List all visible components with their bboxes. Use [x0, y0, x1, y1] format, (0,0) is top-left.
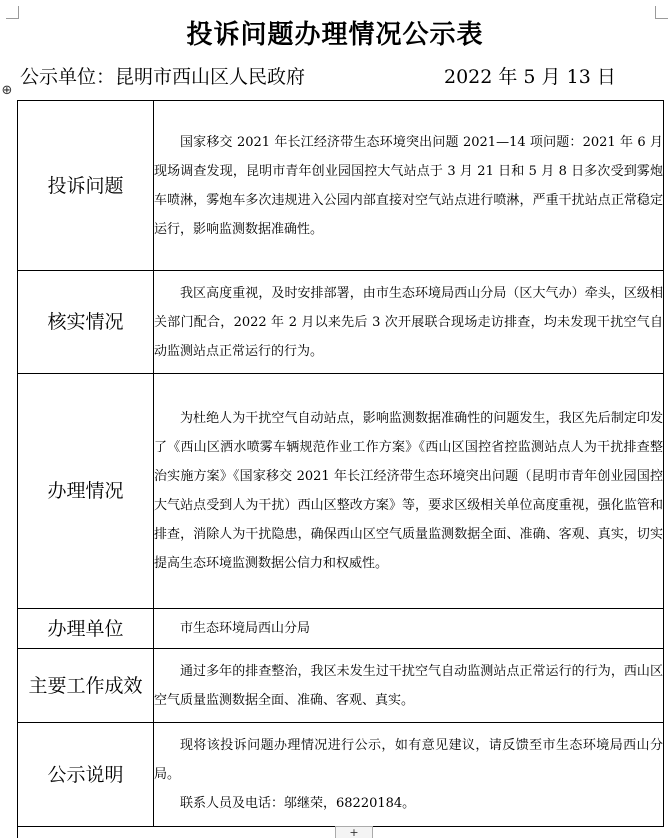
table-row [18, 649, 664, 723]
row-label-verification: 核实情况 [18, 271, 154, 374]
row-content-notice[interactable] [154, 723, 664, 827]
table-row [18, 723, 664, 827]
paragraph: 市生态环境局西山分局 [180, 621, 311, 636]
publish-date: 2022 年 5 月 13 日 [444, 66, 616, 88]
publisher-label: 公示单位： [20, 66, 116, 88]
paragraph: 为杜绝人为干扰空气自动站点，影响监测数据准确性的问题发生，我区先后制定印发了《西山区洒水喷雾车辆规范作业工作方案》《西山区国控省控监测站点人为干扰排查整治实施方案》《国家移交 2021 年长江经济带生态环境突出问题（昆明市青年创业园国控大气站点受到人为干扰）西山区整改方案》等，要求区级相关单位高度重视，强化监管和排查，消除人为干扰隐患，确保西山区空气质量监测数据全面、准确、客观、真实，切实提高生态环境监测数据公信力和权威性。 [154, 411, 663, 571]
row-content-verification[interactable] [154, 271, 664, 374]
publisher-unit [20, 62, 305, 89]
row-label-notice: 公示说明 [18, 723, 154, 827]
paragraph: 国家移交 2021 年长江经济带生态环境突出问题 2021—14 项问题：2021 年 6 月现场调查发现，昆明市青年创业园国控大气站点于 3 月 21 日和 5 月 8 日多次受到雾炮车喷淋，雾炮车多次违规进入公园内部直接对空气站点进行喷淋，严重干扰站点正常稳定运行，影响监测数据准确性。 [154, 134, 663, 237]
row-content-handling-unit[interactable] [154, 609, 664, 649]
row-content-results[interactable] [154, 649, 664, 723]
add-row-icon[interactable]: + [335, 826, 373, 838]
row-content-handling[interactable] [154, 374, 664, 609]
row-label-handling: 办理情况 [18, 374, 154, 609]
paragraph: 通过多年的排查整治，我区未发生过干扰空气自动监测站点正常运行的行为，西山区空气质量监测数据全面、准确、客观、真实。 [154, 663, 663, 708]
row-label-complaint: 投诉问题 [18, 101, 154, 271]
disclosure-table [17, 100, 664, 827]
table-row [18, 374, 664, 609]
table-row [18, 101, 664, 271]
row-content-complaint[interactable] [154, 101, 664, 271]
paragraph: 联系人员及电话：邬继荣，68220184。 [180, 796, 416, 811]
page-title: 投诉问题办理情况公示表 [186, 20, 484, 50]
edge-tick [17, 827, 18, 838]
table-bottom-edge [17, 826, 663, 838]
table-row [18, 609, 664, 649]
paragraph: 现将该投诉问题办理情况进行公示，如有意见建议，请反馈至市生态环境局西山分局。 [154, 738, 663, 782]
table-move-handle-icon[interactable]: ⊕ [1, 83, 13, 98]
paragraph: 我区高度重视，及时安排部署，由市生态环境局西山分局（区大气办）牵头，区级相关部门配合，2022 年 2 月以来先后 3 次开展联合现场走访排查，均未发现干扰空气自动监测站点正常运行的行为。 [154, 285, 663, 359]
table-row [18, 271, 664, 374]
row-label-results: 主要工作成效 [18, 649, 154, 723]
publisher-name: 昆明市西山区人民政府 [115, 66, 306, 88]
row-label-handling-unit: 办理单位 [18, 609, 154, 649]
